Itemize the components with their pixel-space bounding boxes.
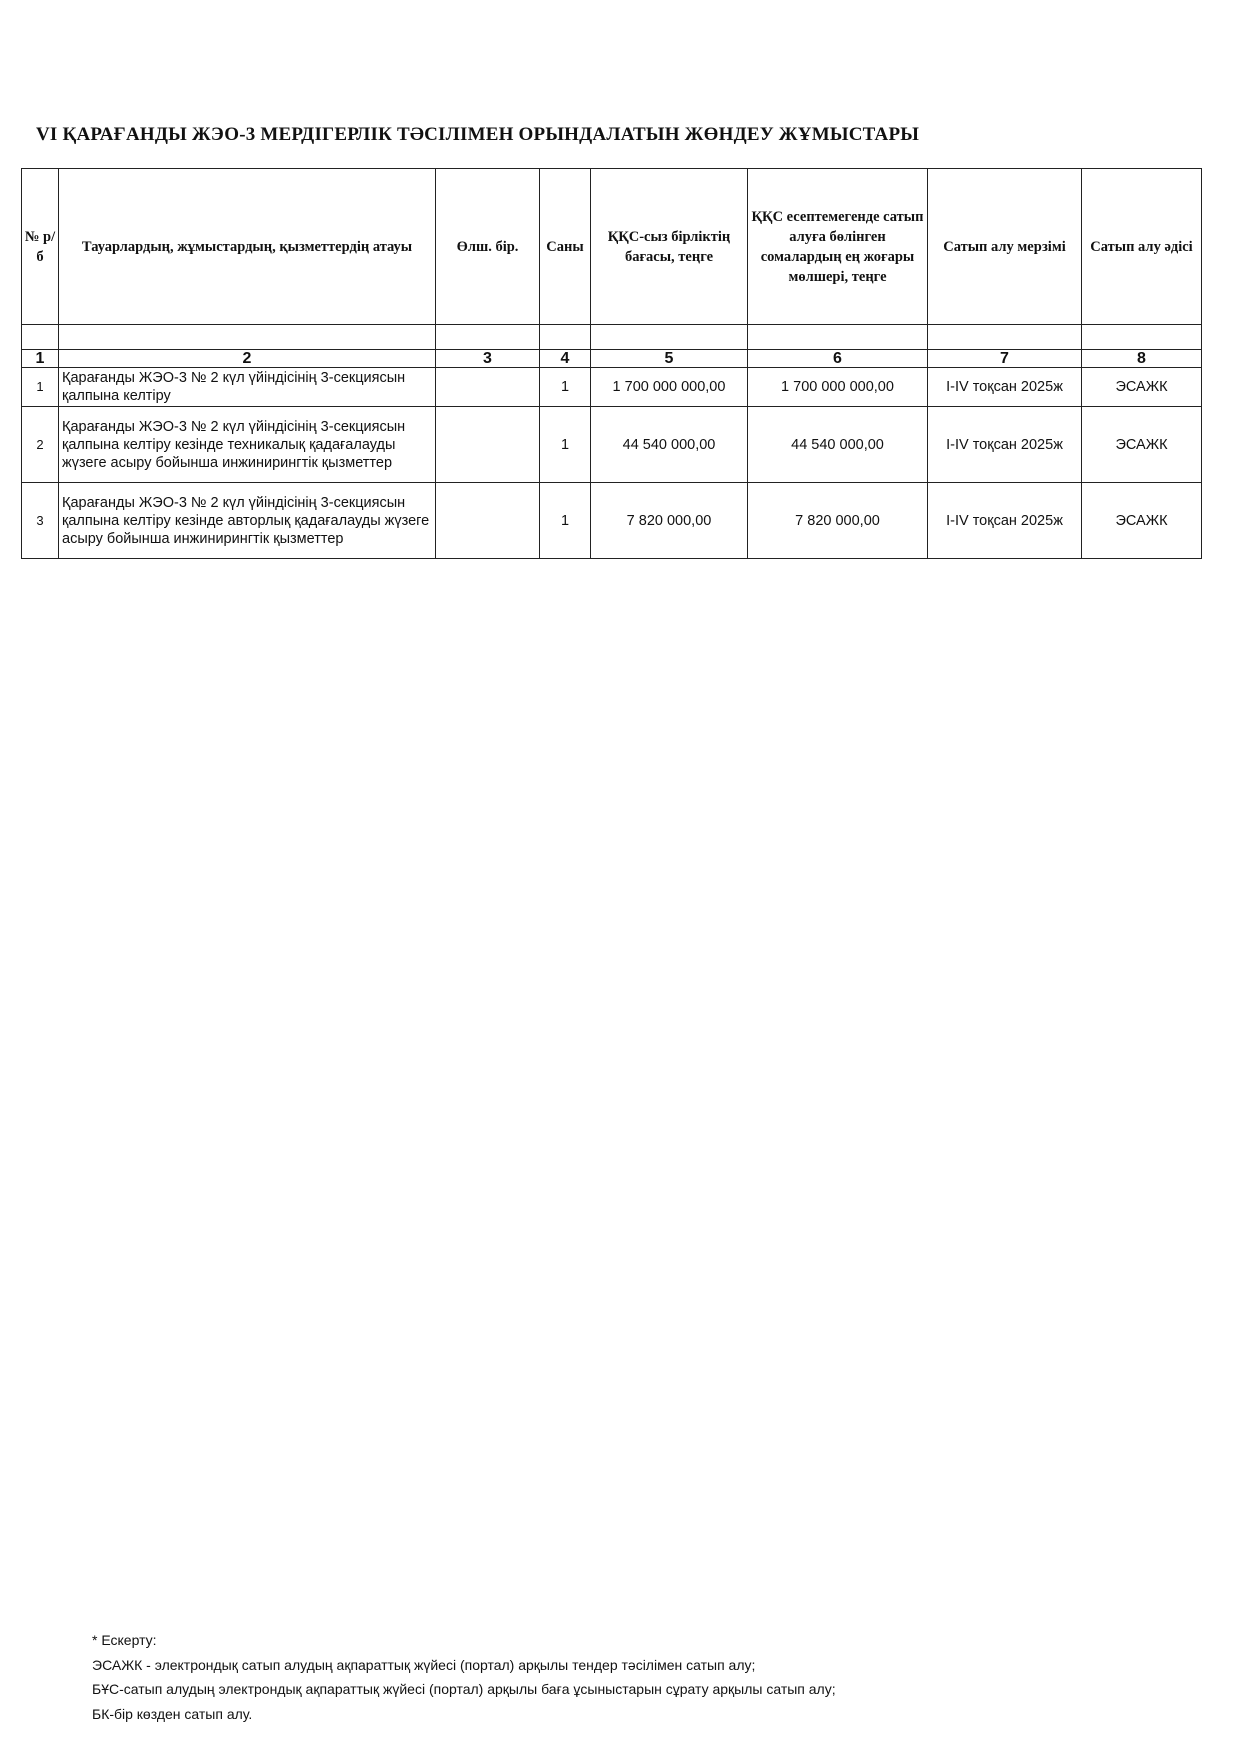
- item-quantity: 1: [540, 407, 591, 483]
- table-row: [22, 368, 1202, 407]
- header-quantity: Саны: [540, 169, 591, 325]
- column-number: 1: [22, 350, 59, 368]
- column-number: 3: [436, 350, 540, 368]
- header-unit: Өлш. бір.: [436, 169, 540, 325]
- header-max-amount: ҚҚС есептемегенде сатып алуға бөлінген сомалардың ең жоғары мөлшері, теңге: [748, 169, 928, 325]
- item-method: ЭСАЖК: [1082, 368, 1202, 407]
- footnote-line: БҰС-сатып алудың электрондық ақпараттық жүйесі (портал) арқылы баға ұсыныстарын сұрату арқылы сатып алу;: [92, 1681, 836, 1697]
- footnote-line: ЭСАЖК - электрондық сатып алудың ақпараттық жүйесі (портал) арқылы тендер тәсілімен сатып алу;: [92, 1656, 756, 1673]
- header-name: Тауарлардың, жұмыстардың, қызметтердің атауы: [59, 169, 436, 325]
- item-period: I-IV тоқсан 2025ж: [928, 368, 1082, 407]
- header-number: № р/б: [22, 169, 59, 325]
- header-method: Сатып алу әдісі: [1082, 169, 1202, 325]
- item-unit: [436, 483, 540, 559]
- item-period: I-IV тоқсан 2025ж: [928, 483, 1082, 559]
- procurement-table: [21, 168, 1202, 559]
- item-unit: [436, 407, 540, 483]
- item-method: ЭСАЖК: [1082, 483, 1202, 559]
- column-number: 5: [591, 350, 748, 368]
- item-method: ЭСАЖК: [1082, 407, 1202, 483]
- footnote: [92, 1628, 1142, 1726]
- table-row: [22, 483, 1202, 559]
- row-number: 2: [22, 407, 59, 483]
- header-unit-price: ҚҚС-сыз бірліктің бағасы, теңге: [591, 169, 748, 325]
- column-number: 2: [59, 350, 436, 368]
- item-max-amount: 7 820 000,00: [748, 483, 928, 559]
- item-name: Қарағанды ЖЭО-3 № 2 күл үйіндісінің 3-секциясын қалпына келтіру: [59, 368, 436, 407]
- section-title: VI ҚАРАҒАНДЫ ЖЭО-3 МЕРДІГЕРЛІК ТӘСІЛІМЕН ОРЫНДАЛАТЫН ЖӨНДЕУ ЖҰМЫСТАРЫ: [36, 124, 920, 145]
- item-max-amount: 44 540 000,00: [748, 407, 928, 483]
- row-number: 3: [22, 483, 59, 559]
- footnote-line: БК-бір көзден сатып алу.: [92, 1705, 253, 1722]
- header-row: [22, 169, 1202, 325]
- item-unit-price: 1 700 000 000,00: [591, 368, 748, 407]
- column-number: 8: [1082, 350, 1202, 368]
- item-max-amount: 1 700 000 000,00: [748, 368, 928, 407]
- item-quantity: 1: [540, 483, 591, 559]
- item-name: Қарағанды ЖЭО-3 № 2 күл үйіндісінің 3-секциясын қалпына келтіру кезінде авторлық қадағалауды жүзеге асыру бойынша инжинирингтік қызметтер: [59, 483, 436, 559]
- item-unit-price: 7 820 000,00: [591, 483, 748, 559]
- item-name: Қарағанды ЖЭО-3 № 2 күл үйіндісінің 3-секциясын қалпына келтіру кезінде техникалық қадағалауды жүзеге асыру бойынша инжинирингтік қызметтер: [59, 407, 436, 483]
- column-number: 7: [928, 350, 1082, 368]
- blank-row: [22, 325, 1202, 350]
- row-number: 1: [22, 368, 59, 407]
- column-number: 4: [540, 350, 591, 368]
- table-row: [22, 407, 1202, 483]
- item-period: I-IV тоқсан 2025ж: [928, 407, 1082, 483]
- footnote-title: * Ескерту:: [92, 1632, 157, 1648]
- item-unit-price: 44 540 000,00: [591, 407, 748, 483]
- column-number-row: [22, 350, 1202, 368]
- item-unit: [436, 368, 540, 407]
- item-quantity: 1: [540, 368, 591, 407]
- column-number: 6: [748, 350, 928, 368]
- header-period: Сатып алу мерзімі: [928, 169, 1082, 325]
